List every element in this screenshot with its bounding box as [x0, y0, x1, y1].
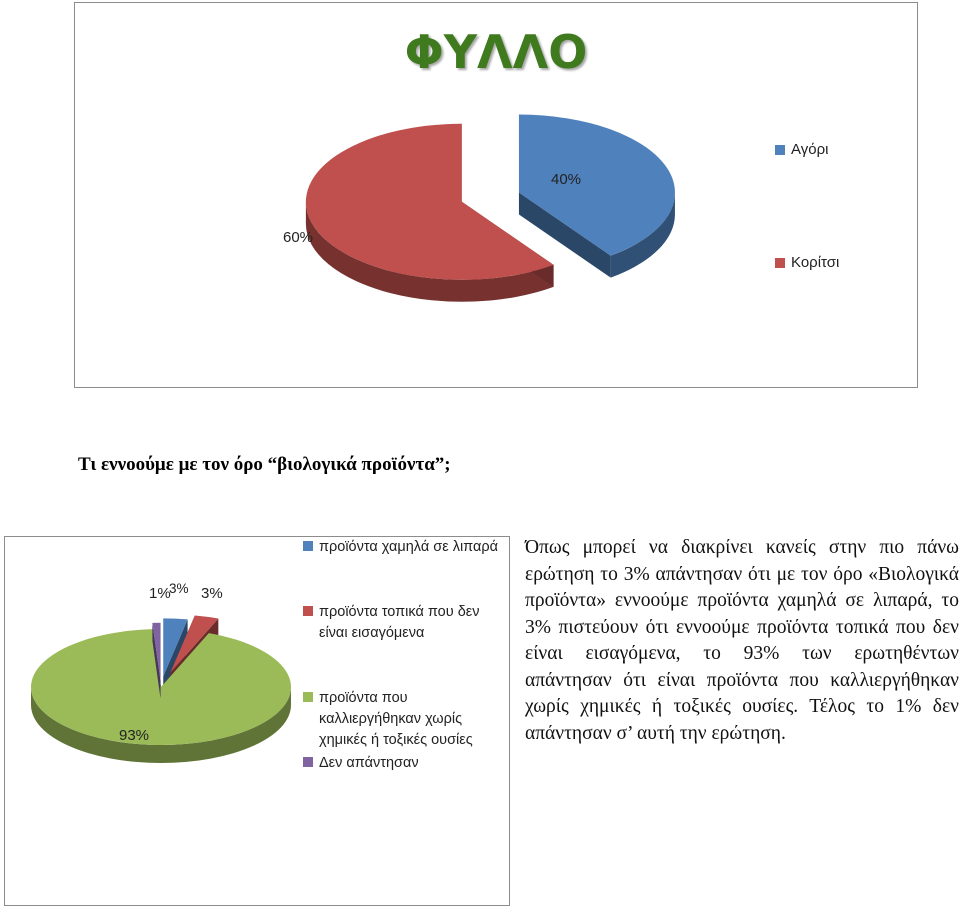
legend-item-low-fat [303, 537, 503, 558]
legend-item-chemical-free [303, 688, 503, 751]
gender-slice-1 [306, 124, 554, 302]
legend-label-no-answer: Δεν απάντησαν [319, 755, 419, 771]
legend-item-girl [775, 254, 839, 271]
legend-label-low-fat: προϊόντα χαμηλά σε λιπαρά [319, 539, 498, 555]
legend-item-local [303, 602, 503, 644]
gender-pie-chart [74, 2, 918, 388]
legend-label-chemical-free: προϊόντα που καλλιεργήθηκαν χωρίς χημικές ή τοξικές ουσίες [319, 690, 473, 748]
organic-slice-2 [31, 629, 291, 763]
organic-data-label-chemical-free: 93% [119, 727, 150, 744]
organic-data-label-no-answer: 1% [149, 585, 171, 602]
legend-item-no-answer [303, 753, 503, 774]
gender-data-label-girl: 60% [283, 229, 314, 246]
organic-slice-top-2 [31, 629, 291, 745]
section-heading: Τι εννοούμε με τον όρο “βιολογικά προϊόντα”; [78, 454, 451, 475]
legend-swatch-local [303, 606, 313, 616]
legend-swatch-low-fat [303, 541, 313, 551]
organic-pie-chart [4, 536, 510, 906]
legend-swatch-girl [775, 258, 785, 268]
organic-data-label-local: 3% [201, 585, 223, 602]
legend-swatch-boy [775, 145, 785, 155]
gender-slice-0 [519, 115, 675, 278]
legend-label-boy: Αγόρι [791, 141, 829, 158]
legend-swatch-no-answer [303, 757, 313, 767]
legend-label-local: προϊόντα τοπικά που δεν είναι εισαγόμενα [319, 604, 480, 641]
gender-chart-title: ΦΥΛΛΟ [404, 25, 588, 79]
organic-data-label-low-fat: 3% [169, 581, 189, 596]
legend-item-boy [775, 141, 839, 158]
explanation-paragraph: Όπως μπορεί να διακρίνει κανείς στην πιο πάνω ερώτηση το 3% απάντησαν ότι με τον όρο «Βιολογικά προϊόντα» εννοούμε προϊόντα χαμηλά σε λιπαρά, το 3% πιστεύουν ότι εννοούμε προϊόντα τοπικά που δεν είναι εισαγόμενα, το 93% των ερωτηθέντων απάντησαν ότι είναι προϊόντα που καλλιεργήθηκαν χωρίς χημικές ή τοξικές ουσίες. Τέλος το 1% δεν απάντησαν σ’ αυτή την ερώτηση. [525, 537, 959, 744]
gender-data-label-boy: 40% [551, 171, 582, 188]
legend-swatch-chemical-free [303, 692, 313, 702]
organic-legend [303, 537, 503, 774]
legend-label-girl: Κορίτσι [791, 254, 840, 271]
gender-legend [775, 141, 839, 367]
